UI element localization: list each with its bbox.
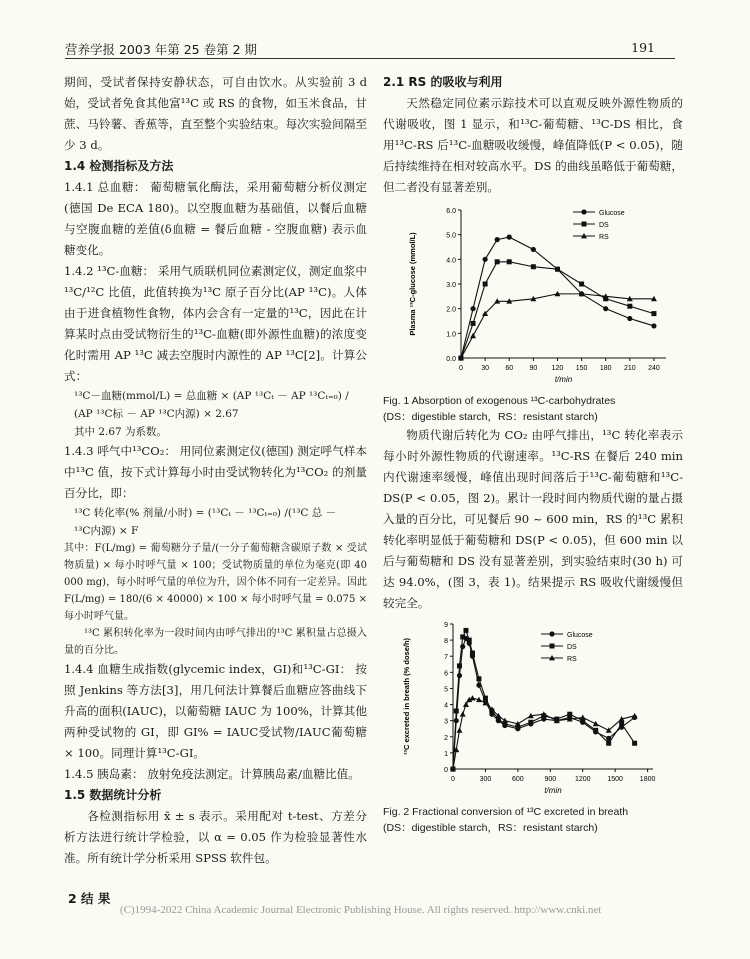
y-tick-label: 0.0: [446, 356, 456, 363]
x-tick-label: 120: [551, 365, 564, 372]
figure-1-subcaption: (DS：digestible starch，RS：resistant starch): [383, 411, 598, 423]
legend-label-rs: RS: [599, 234, 609, 241]
data-point-glucose: [507, 235, 512, 240]
legend-label-ds: DS: [599, 222, 609, 229]
formula-coefficient-note: 其中 2.67 为系数。: [74, 426, 168, 438]
cumulative-conversion-note: ¹³C 累积转化率为一段时间内由呼气排出的¹³C 累积量占总摄入量的百分比。: [64, 628, 367, 656]
y-tick-label: 8: [444, 638, 448, 646]
x-tick-label: 1500: [607, 776, 623, 783]
x-axis-label: t/min: [544, 786, 562, 795]
figure-2-chart: [383, 614, 683, 804]
subsection-1-4-5: 1.4.5 胰岛素： 放射免疫法测定。计算胰岛素/血糖比值。: [64, 767, 360, 781]
figure-1-chart: [383, 198, 683, 393]
data-point-ds: [593, 728, 598, 733]
x-tick-label: 60: [505, 365, 514, 372]
y-tick-label: 0: [444, 767, 448, 774]
y-tick-label: 3: [444, 718, 448, 726]
subsection-1-4-3: 1.4.3 呼气中¹³CO₂： 用同位素测定仪(德国) 测定呼气样本中¹³C 值，按下式计算每小时由受试物转化为¹³CO₂ 的剂量百分比，即：: [64, 444, 367, 500]
formula-13c-glucose-line2: (AP ¹³C标 － AP ¹³C内源) × 2.67: [74, 408, 239, 420]
legend-label-glucose: Glucose: [599, 210, 625, 217]
data-point-ds: [454, 709, 459, 714]
data-point-ds: [470, 651, 475, 656]
data-point-ds: [606, 741, 611, 746]
data-point-glucose: [651, 323, 656, 328]
series-line-ds: [461, 262, 654, 358]
right-column: [383, 72, 683, 836]
legend-marker-ds: [550, 644, 555, 649]
formula-conversion-line1: ¹³C 转化率(% 剂量/小时) = (¹³Cₜ － ¹³Cₜ₌₀) /(¹³C 总 －: [74, 507, 337, 519]
data-point-ds: [457, 663, 462, 668]
x-tick-label: 210: [623, 365, 636, 372]
data-point-ds: [632, 741, 637, 746]
data-point-ds: [555, 267, 560, 272]
y-tick-label: 5: [444, 686, 448, 694]
x-tick-label: 30: [481, 365, 490, 372]
y-tick-label: 2.0: [446, 306, 456, 314]
series-line-rs: [453, 698, 635, 769]
y-axis-label: ¹³C excreted in breath (% dose/h): [402, 637, 411, 756]
section-heading-2-1: 2.1 RS 的吸收与利用: [383, 75, 503, 89]
legend-marker-glucose: [549, 631, 554, 636]
header-rule: [65, 58, 675, 59]
subsection-1-4-4: 1.4.4 血糖生成指数(glycemic index，GI)和¹³C-GI： 按照 Jenkins 等方法[3]，用几何法计算餐后血糖应答曲线下升高的面积(IAUC)，以葡萄糖 IAUC 为 100%，计算其他两种受试物的 GI，即 GI% = IAUC受试物/IAUC葡萄糖 × 100。同理计算¹³C-GI。: [64, 662, 367, 760]
data-point-ds: [627, 304, 632, 309]
data-point-rs: [469, 695, 475, 700]
y-tick-label: 4.0: [446, 257, 456, 265]
journal-header: 营养学报 2003 年第 25 卷第 2 期: [65, 42, 258, 57]
y-tick-label: 4: [444, 702, 448, 710]
x-tick-label: 150: [575, 365, 588, 372]
subsection-1-4-1: 1.4.1 总血糖： 葡萄糖氧化酶法，采用葡萄糖分析仪测定(德国 De ECA 180)。以空腹血糖为基础值，以餐后血糖与空腹血糖的差值(δ血糖 = 餐后血糖 - 空腹血糖) 表示血糖变化。: [64, 180, 367, 257]
y-tick-label: 1.0: [446, 331, 456, 339]
y-axis-label: Plasma ¹³C-glucose (mmol/L): [408, 232, 417, 336]
section-heading-2-results: 2 结 果: [68, 891, 111, 906]
data-point-ds: [567, 712, 572, 717]
data-point-ds: [463, 628, 468, 633]
legend-marker-glucose: [581, 209, 586, 214]
formula-conversion-line2: ¹³C内源) × F: [74, 525, 139, 537]
data-point-ds: [483, 282, 488, 287]
data-point-glucose: [483, 257, 488, 262]
data-point-glucose: [470, 306, 475, 311]
paragraph-diet-control: 期间，受试者保持安静状态，可自由饮水。从实验前 3 d 始，受试者免食其他富¹³C 或 RS 的食物，如玉米食品，甘蔗、马铃薯、香蕉等，直至整个实验结束。每次实验间隔至少 3 d。: [64, 75, 367, 152]
series-line-rs: [461, 294, 654, 358]
data-point-ds: [528, 720, 533, 725]
y-tick-label: 6: [444, 670, 448, 678]
data-point-glucose: [531, 247, 536, 252]
x-tick-label: 1800: [639, 776, 656, 783]
data-point-glucose: [627, 316, 632, 321]
legend-label-rs: RS: [567, 656, 577, 663]
x-tick-label: 240: [648, 365, 660, 372]
y-tick-label: 7: [444, 654, 448, 662]
data-point-rs: [460, 711, 466, 716]
legend-label-glucose: Glucose: [567, 632, 593, 639]
data-point-glucose: [603, 306, 608, 311]
x-tick-label: 90: [529, 365, 538, 372]
x-tick-label: 600: [512, 776, 524, 783]
data-point-ds: [531, 264, 536, 269]
paragraph-statistics: 各检测指标用 x̄ ± s 表示。采用配对 t-test、方差分析方法进行统计学检验，以 α = 0.05 作为检验显著性水准。所有统计学分析采用 SPSS 软件包。: [64, 809, 367, 865]
data-point-rs: [456, 727, 462, 732]
data-point-glucose: [495, 237, 500, 242]
data-point-ds: [467, 638, 472, 643]
x-tick-label: 900: [544, 776, 557, 783]
data-point-ds: [579, 282, 584, 287]
y-tick-label: 6.0: [446, 208, 456, 215]
legend-label-ds: DS: [567, 644, 577, 651]
x-tick-label: 180: [599, 365, 612, 372]
formula-f-definition: 其中：F(L/mg) = 葡萄糖分子量/(一分子葡萄糖含碳原子数 × 受试物质量) × 每小时呼气量 × 100；受试物质量的单位为毫克(即 40 000 mg)，每小时呼气量的单位为升，因个体不同有一定差异。因此 F(L/mg) = 180/(6 × 40000) × 100 × 每小时呼气量 = 0.075 × 每小时呼气量。: [64, 543, 367, 622]
data-point-ds: [476, 676, 481, 681]
section-heading-1-4: 1.4 检测指标及方法: [64, 159, 174, 173]
x-tick-label: 1200: [574, 776, 591, 783]
data-point-ds: [619, 721, 624, 726]
figure-1-caption: Fig. 1 Absorption of exogenous ¹³C-carbohydrates: [383, 395, 616, 407]
subsection-1-4-2: 1.4.2 ¹³C-血糖： 采用气质联机同位素测定仪，测定血浆中¹³C/¹²C 比值，此值转换为¹³C 原子百分比(AP ¹³C)。人体由于进食植物性食物，体内会含有一定量的¹³C，因此在计算某时点由受试物衍生的¹³C-血糖(即外源性血糖)的浓度变化时需用 AP ¹³C 减去空腹时内源性的 AP ¹³C[2]。计算公式：: [64, 264, 367, 383]
x-tick-label: 300: [479, 776, 492, 783]
data-point-ds: [471, 321, 476, 326]
y-tick-label: 3.0: [446, 282, 456, 289]
formula-13c-glucose-line1: ¹³C－血糖(mmol/L) = 总血糖 × (AP ¹³Cₜ － AP ¹³Cₜ₌₀) /: [74, 390, 349, 402]
figure-2-subcaption: (DS：digestible starch，RS：resistant starch): [383, 822, 598, 834]
legend-marker-ds: [582, 222, 587, 227]
data-point-ds: [507, 259, 512, 264]
paragraph-rs-absorption: 天然稳定同位素示踪技术可以直观反映外源性物质的代谢吸收，图 1 显示，和¹³C-葡萄糖、¹³C-DS 相比，食用¹³C-RS 后¹³C-血糖吸收缓慢，峰值降低(P < 0.05)，随后持续维持在相对较高水平。DS 的曲线虽略低于葡萄糖，但二者没有显著差别。: [383, 96, 683, 194]
left-column: [64, 72, 367, 869]
section-heading-1-5: 1.5 数据统计分析: [64, 788, 162, 802]
data-point-ds: [483, 696, 488, 701]
figure-2-caption: Fig. 2 Fractional conversion of ¹³C excreted in breath: [383, 806, 629, 818]
y-tick-label: 9: [444, 622, 448, 629]
data-point-ds: [495, 259, 500, 264]
data-point-glucose: [457, 673, 462, 678]
copyright-watermark: (C)1994-2022 China Academic Journal Electronic Publishing House. All rights reserved. http://www.cnki.net: [120, 904, 602, 916]
y-tick-label: 2: [444, 734, 448, 742]
x-tick-label: 0: [451, 776, 455, 783]
y-tick-label: 5.0: [446, 232, 456, 240]
data-point-ds: [460, 634, 465, 639]
x-axis-label: t/min: [554, 375, 573, 384]
page-number: 191: [631, 40, 655, 55]
data-point-rs: [593, 721, 599, 726]
data-point-rs: [580, 714, 586, 719]
data-point-rs: [470, 333, 476, 338]
data-point-rs: [632, 713, 638, 718]
data-point-ds: [651, 311, 656, 316]
series-line-glucose: [461, 237, 654, 358]
y-tick-label: 1: [444, 750, 448, 758]
paragraph-breath-conversion: 物质代谢后转化为 CO₂ 由呼气排出，¹³C 转化率表示每小时外源性物质的代谢速率。¹³C-RS 在餐后 240 min 内代谢速率缓慢，峰值出现时间落后于¹³C-葡萄糖和¹³C-DS(P < 0.05，图 2)。累计一段时间内物质代谢的量占摄入量的百分比，可见餐后 90 ~ 600 min，RS 的¹³C 累积转化率明显低于葡萄糖和 DS(P < 0.05)，但 600 min 以后与葡萄糖和 DS 没有显著差别，到实验结束时(30 h) 可达 94.0%，(图 3，表 1)。结果提示 RS 吸收代谢缓慢但较完全。: [383, 428, 683, 610]
x-tick-label: 0: [459, 365, 463, 372]
